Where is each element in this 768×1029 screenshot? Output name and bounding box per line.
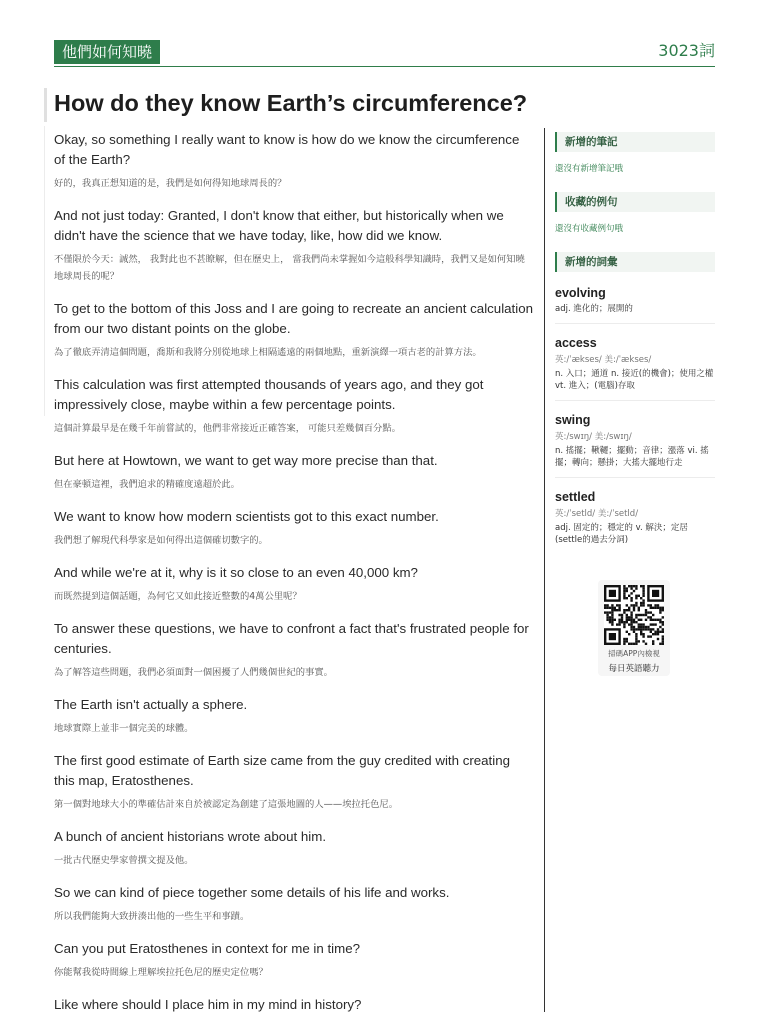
english-sentence[interactable]: And while we're at it, why is it so close to an even 40,000 km? — [54, 565, 418, 580]
chinese-translation: 地球實際上並非一個完美的球體。 — [54, 723, 194, 734]
vocab-item[interactable] — [555, 409, 715, 478]
transcript-paragraph[interactable] — [54, 507, 534, 549]
qr-caption: 掃碼APP內檢視 — [608, 649, 660, 658]
vocab-definition: n. 搖擺；鞦韆；擺動；音律；漲落 vi. 搖擺；轉向；懸掛；大搖大擺地行走 — [555, 446, 709, 468]
english-sentence[interactable]: But here at Howtown, we want to get way more precise than that. — [54, 453, 438, 468]
title-accent — [44, 88, 47, 122]
transcript-paragraph[interactable] — [54, 939, 534, 981]
chinese-translation: 好的，我真正想知道的是，我們是如何得知地球周長的？ — [54, 178, 287, 189]
vocab-phonetic: 英:/swɪŋ/ 美:/swɪŋ/ — [555, 432, 632, 442]
transcript-paragraph[interactable] — [54, 130, 534, 192]
examples-heading: 收藏的例句 — [555, 192, 715, 212]
chinese-translation: 為了解答這些問題，我們必須面對一個困擾了人們幾個世紀的事實。 — [54, 667, 333, 678]
vocab-item[interactable] — [555, 282, 715, 324]
chinese-translation: 一批古代歷史學家曾撰文提及他。 — [54, 855, 194, 866]
chinese-translation: 你能幫我從時間線上理解埃拉托色尼的歷史定位嗎？ — [54, 967, 268, 978]
vocab-heading: 新增的詞彙 — [555, 252, 715, 272]
column-divider — [544, 128, 545, 1012]
transcript-paragraph[interactable] — [54, 751, 534, 813]
notes-heading: 新增的筆記 — [555, 132, 715, 152]
transcript-paragraph[interactable] — [54, 206, 534, 285]
page-title: How do they know Earth’s circumference? — [54, 90, 528, 116]
transcript-paragraph[interactable] — [54, 299, 534, 361]
english-sentence[interactable]: To answer these questions, we have to confront a fact that's frustrated people for centuries. — [54, 621, 529, 656]
header-bar — [54, 40, 715, 67]
english-sentence[interactable]: This calculation was first attempted thousands of years ago, and they got impressively close, maybe within a few percentage points. — [54, 377, 484, 412]
transcript-paragraph[interactable] — [54, 995, 534, 1015]
chinese-translation: 這個計算最早是在幾千年前嘗試的，他們非常接近正確答案， 可能只差幾個百分點。 — [54, 423, 401, 434]
chinese-translation: 為了徹底弄清這個問題，喬斯和我將分別從地球上相隔遙遠的兩個地點，重新演繹一項古老的計算方法。 — [54, 347, 482, 358]
vocab-definition: adj. 固定的；穩定的 v. 解決；定居(settle的過去分詞) — [555, 523, 688, 545]
left-gutter-line — [44, 126, 45, 416]
notes-empty: 還沒有新增筆記哦 — [555, 164, 624, 174]
chinese-translation: 第一個對地球大小的準確估計來自於被認定為創建了這張地圖的人——埃拉托色尼。 — [54, 799, 398, 810]
vocab-list — [555, 282, 715, 554]
qr-panel — [598, 580, 670, 676]
vocab-word: evolving — [555, 286, 606, 300]
vocab-phonetic: 英:/ˈsetld/ 美:/ˈsetld/ — [555, 509, 639, 519]
english-sentence[interactable]: Like where should I place him in my mind in history? — [54, 997, 362, 1012]
sidebar — [555, 132, 715, 562]
transcript — [54, 130, 534, 1029]
qr-label: 每日英語聽力 — [608, 664, 660, 674]
transcript-paragraph[interactable] — [54, 883, 534, 925]
chinese-translation: 不僅限於今天：誠然， 我對此也不甚瞭解，但在歷史上， 當我們尚未掌握如今這般科學知識時，我們又是如何知曉地球周長的呢？ — [54, 254, 525, 282]
vocab-phonetic: 英:/ˈækses/ 美:/ˈækses/ — [555, 355, 652, 365]
vocab-item[interactable] — [555, 332, 715, 401]
english-sentence[interactable]: The Earth isn't actually a sphere. — [54, 697, 248, 712]
english-sentence[interactable]: The first good estimate of Earth size came from the guy credited with creating this map, Eratosthenes. — [54, 753, 510, 788]
english-sentence[interactable]: We want to know how modern scientists got to this exact number. — [54, 509, 439, 524]
chinese-translation: 我們想了解現代科學家是如何得出這個確切數字的。 — [54, 535, 268, 546]
qr-code-icon[interactable] — [604, 585, 664, 645]
chinese-translation: 而既然提到這個話題，為何它又如此接近整數的4萬公里呢？ — [54, 591, 302, 602]
vocab-definition: adj. 進化的；展開的 — [555, 304, 633, 314]
transcript-paragraph[interactable] — [54, 563, 534, 605]
chinese-translation: 但在豪頓這裡，我們追求的精確度遠超於此。 — [54, 479, 240, 490]
vocab-word: settled — [555, 490, 596, 504]
transcript-paragraph[interactable] — [54, 451, 534, 493]
vocab-word: access — [555, 336, 597, 350]
vocab-word: swing — [555, 413, 591, 427]
english-sentence[interactable]: To get to the bottom of this Joss and I are going to recreate an ancient calculation from our two distant points on the globe. — [54, 301, 533, 336]
english-sentence[interactable]: And not just today: Granted, I don't know that either, but historically when we didn't have the science that we have today, like, how did we know. — [54, 208, 504, 243]
category-tag: 他們如何知曉 — [54, 40, 160, 64]
english-sentence[interactable]: So we can kind of piece together some details of his life and works. — [54, 885, 450, 900]
transcript-paragraph[interactable] — [54, 619, 534, 681]
chinese-translation: 所以我們能夠大致拼湊出他的一些生平和事蹟。 — [54, 911, 250, 922]
transcript-paragraph[interactable] — [54, 827, 534, 869]
english-sentence[interactable]: Okay, so something I really want to know is how do we know the circumference of the Earth? — [54, 132, 520, 167]
transcript-paragraph[interactable] — [54, 695, 534, 737]
vocab-definition: n. 入口；通道 n. 接近(的機會)；使用之權 vt. 進入；(電腦)存取 — [555, 369, 714, 391]
word-count: 3023詞 — [658, 41, 715, 60]
transcript-paragraph[interactable] — [54, 375, 534, 437]
examples-empty: 還沒有收藏例句哦 — [555, 224, 624, 234]
english-sentence[interactable]: Can you put Eratosthenes in context for me in time? — [54, 941, 360, 956]
vocab-item[interactable] — [555, 486, 715, 554]
english-sentence[interactable]: A bunch of ancient historians wrote about him. — [54, 829, 327, 844]
